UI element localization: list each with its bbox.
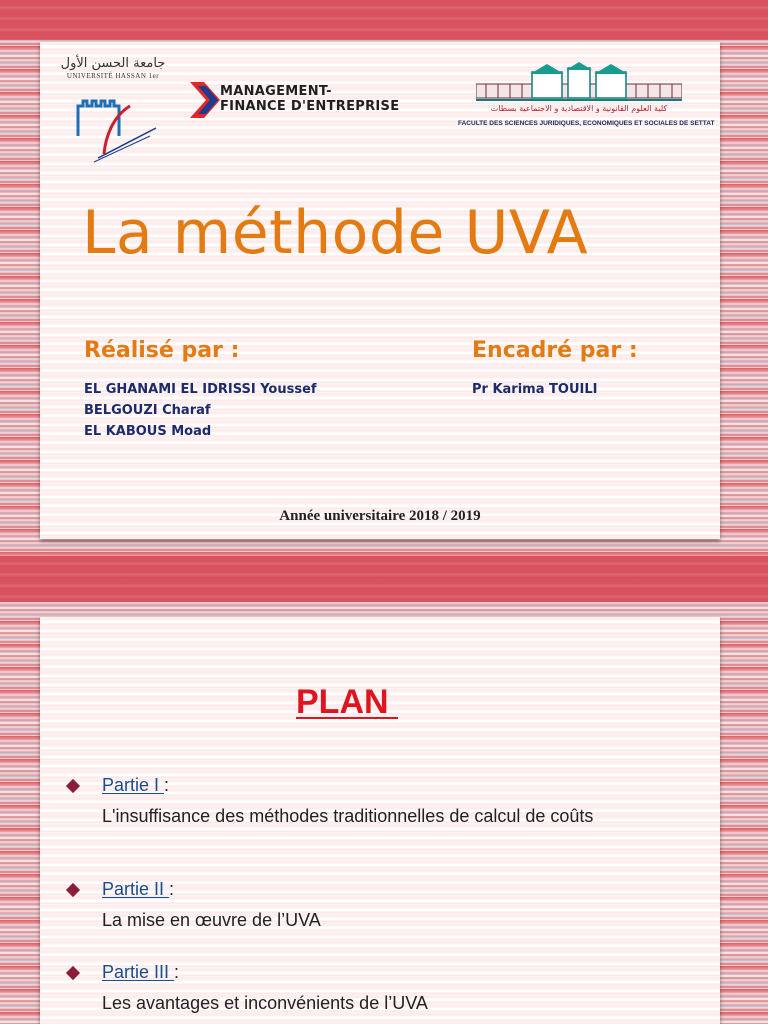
diamond-bullet-icon [66, 966, 80, 980]
author-name: EL KABOUS Moad [84, 424, 212, 439]
plan-item-description: Les avantages et inconvénients de l’UVA [102, 993, 428, 1013]
diamond-bullet-icon [66, 779, 80, 793]
faculty-latin-name: FACULTE DES SCIENCES JURIDIQUES, ECONOMIQUES ET SOCIALES DE SETTAT [458, 120, 715, 127]
plan-item-colon: : [169, 879, 175, 899]
plan-item-title [102, 775, 169, 796]
plan-item-description: La mise en œuvre de l’UVA [102, 910, 321, 930]
university-latin-name: UNIVERSITÉ HASSAN 1er [66, 72, 160, 80]
faculty-logo [458, 62, 715, 134]
authors-heading: Réalisé par : [84, 338, 240, 363]
title-slide [40, 42, 720, 539]
wordmark-line-2: FINANCE D'ENTREPRISE [220, 99, 400, 114]
academic-year: Année universitaire 2018 / 2019 [279, 508, 481, 524]
university-tower-emblem-icon [64, 84, 164, 164]
plan-title: PLAN [296, 683, 398, 721]
top-stripe-band [0, 0, 768, 40]
plan-slide [40, 617, 720, 1024]
supervisor-column [472, 338, 712, 400]
middle-stripe-band [0, 556, 768, 602]
presentation-title: La méthode UVA [82, 198, 589, 268]
management-finance-logo [190, 80, 442, 122]
plan-item-label: Partie III [102, 962, 175, 982]
author-name: BELGOUZI Charaf [84, 403, 211, 418]
plan-item-colon: : [164, 775, 170, 795]
supervisor-name: Pr Karima TOUILI [472, 382, 598, 397]
plan-item-description: L'insuffisance des méthodes traditionnelles de calcul de coûts [102, 806, 594, 826]
plan-item-title [102, 962, 179, 983]
author-name: EL GHANAMI EL IDRISSI Youssef [84, 382, 317, 397]
plan-item-label: Partie I [102, 775, 165, 795]
plan-item-label: Partie II [102, 879, 170, 899]
diamond-bullet-icon [66, 883, 80, 897]
management-finance-wordmark [220, 84, 399, 114]
supervisor-heading: Encadré par : [472, 338, 638, 363]
faculty-arabic-name: كلية العلوم القانونية و الاقتصادية و الاجتماعية بسطات [490, 104, 668, 113]
plan-item-title [102, 879, 174, 900]
authors-column [84, 338, 444, 442]
university-arabic-name: جامعة الحسن الأول [60, 56, 166, 71]
university-logo [52, 56, 174, 168]
wordmark-line-1: MANAGEMENT- [220, 84, 332, 99]
plan-item-colon: : [174, 962, 180, 982]
chevron-arrow-icon [190, 82, 224, 118]
faculty-building-icon [476, 62, 682, 102]
